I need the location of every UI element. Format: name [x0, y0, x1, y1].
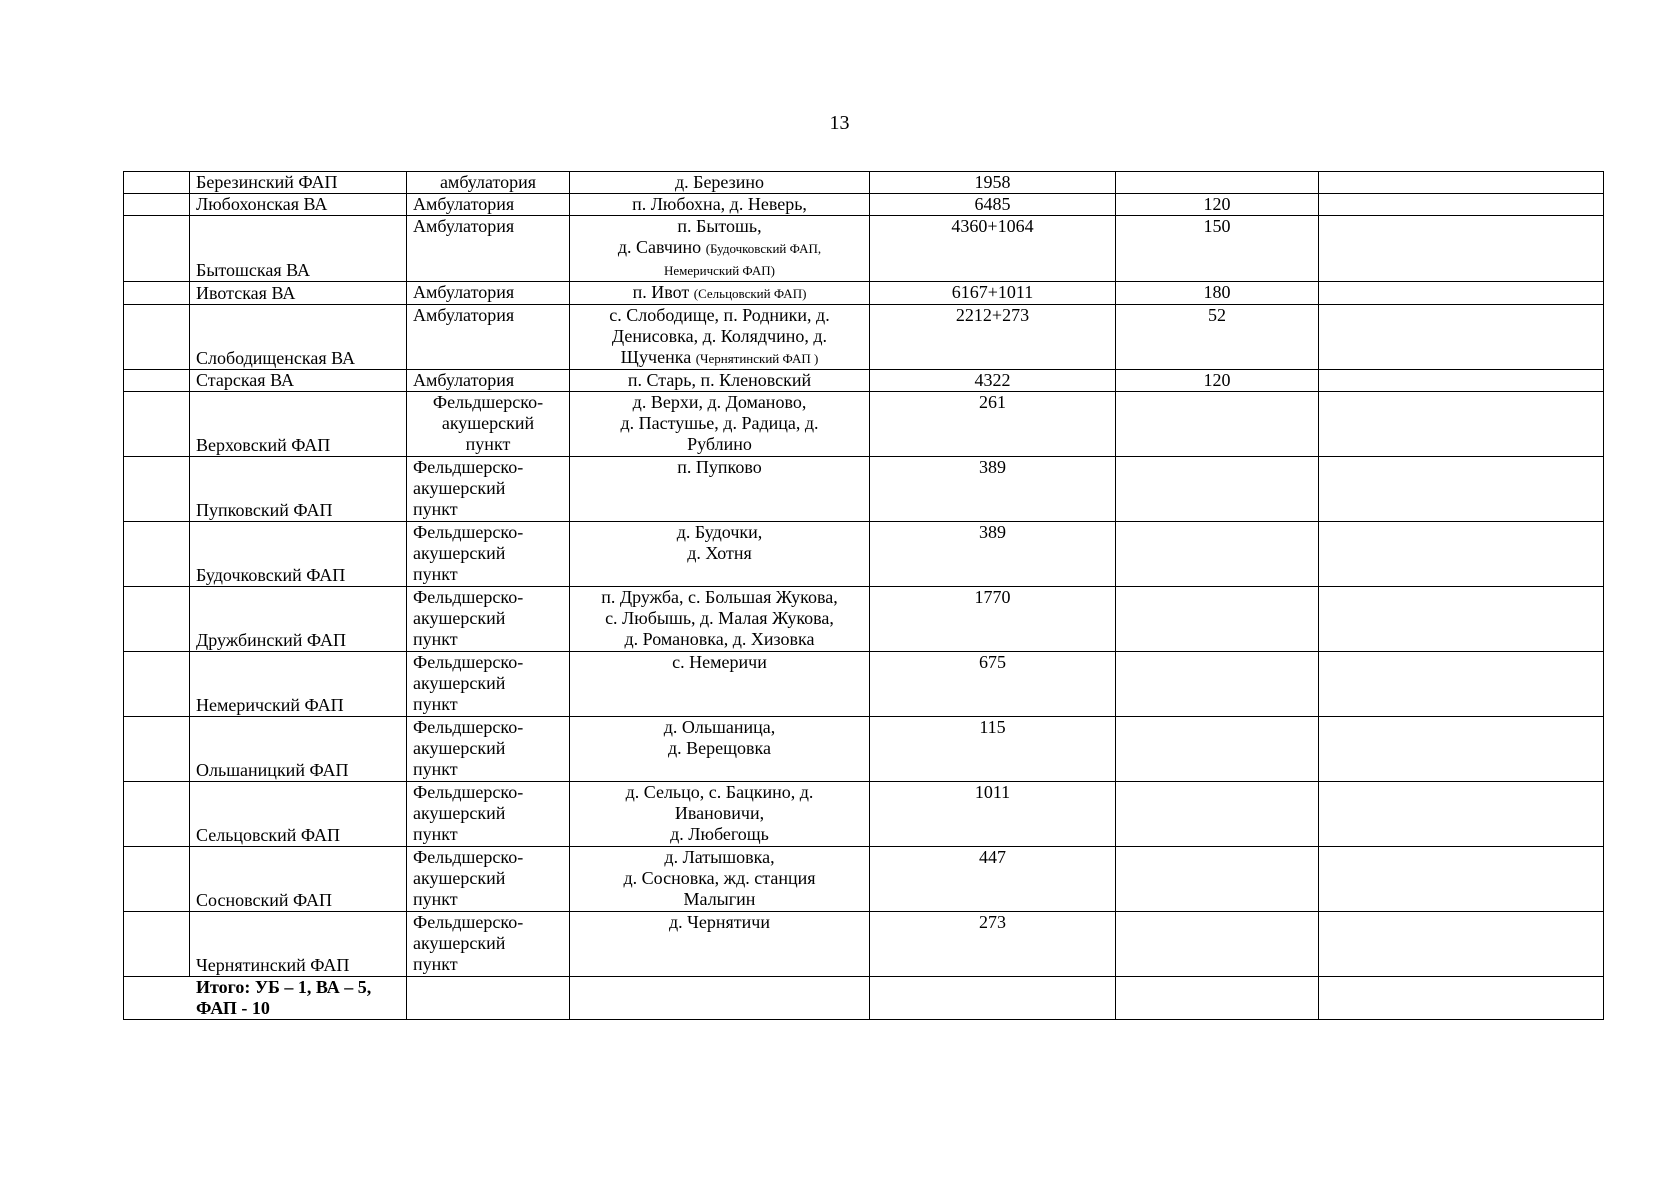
- settlements-text: д. Сельцо, с. Бацкино, д. Ивановичи, д. Любегощь: [625, 782, 814, 844]
- table-row: [124, 717, 1604, 782]
- facility-name-cell: Сосновский ФАП: [190, 847, 407, 912]
- served-settlements-cell: [570, 717, 870, 782]
- served-settlements-cell: [570, 370, 870, 392]
- row-number-cell: [124, 587, 190, 652]
- empty-cell: [1116, 977, 1319, 1020]
- settlements-text: д. Будочки, д. Хотня: [676, 522, 763, 563]
- population-cell: 6167+1011: [870, 282, 1116, 305]
- empty-cell: [1319, 370, 1604, 392]
- facility-type-cell: Фельдшерско- акушерский пункт: [407, 717, 570, 782]
- settlements-text: д. Латышовка, д. Сосновка, жд. станция Малыгин: [623, 847, 816, 909]
- facility-name-cell: Березинский ФАП: [190, 172, 407, 194]
- empty-cell: [1319, 457, 1604, 522]
- facility-name-cell: Дружбинский ФАП: [190, 587, 407, 652]
- served-settlements-cell: [570, 912, 870, 977]
- facility-type-cell: Амбулатория: [407, 216, 570, 282]
- served-settlements-cell: [570, 457, 870, 522]
- table-row: [124, 457, 1604, 522]
- row-number-cell: [124, 172, 190, 194]
- row-number-cell: [124, 457, 190, 522]
- table-row: [124, 370, 1604, 392]
- population-cell: 6485: [870, 194, 1116, 216]
- served-settlements-cell: [570, 194, 870, 216]
- capacity-cell: [1116, 172, 1319, 194]
- facility-name-cell: Сельцовский ФАП: [190, 782, 407, 847]
- facility-type-cell: амбулатория: [407, 172, 570, 194]
- facility-name-cell: Любохонская ВА: [190, 194, 407, 216]
- empty-cell: [1319, 172, 1604, 194]
- empty-cell: [1319, 305, 1604, 370]
- capacity-cell: 180: [1116, 282, 1319, 305]
- facility-type-cell: Амбулатория: [407, 370, 570, 392]
- served-settlements-cell: [570, 652, 870, 717]
- table-row: [124, 847, 1604, 912]
- capacity-cell: [1116, 392, 1319, 457]
- facility-type-cell: Амбулатория: [407, 194, 570, 216]
- settlements-text: п. Пупково: [677, 457, 762, 477]
- attached-fap-note: (Сельцовский ФАП): [693, 286, 807, 301]
- attached-fap-note: (Будочковский ФАП, Немеричский ФАП): [664, 241, 822, 278]
- row-number-cell: [124, 652, 190, 717]
- row-number-cell: [124, 305, 190, 370]
- population-cell: 389: [870, 457, 1116, 522]
- settlements-text: с. Слободище, п. Родники, д. Денисовка, д. Колядчино, д. Щученка: [609, 305, 830, 367]
- empty-cell: [407, 977, 570, 1020]
- served-settlements-cell: [570, 522, 870, 587]
- table-row: [124, 522, 1604, 587]
- population-cell: 4322: [870, 370, 1116, 392]
- row-number-cell: [124, 370, 190, 392]
- population-cell: 261: [870, 392, 1116, 457]
- empty-cell: [1319, 977, 1604, 1020]
- settlements-text: д. Верхи, д. Доманово, д. Пастушье, д. Радица, д. Рублино: [620, 392, 819, 454]
- capacity-cell: [1116, 522, 1319, 587]
- facility-name-cell: Бытошская ВА: [190, 216, 407, 282]
- settlements-text: п. Любохна, д. Неверь,: [632, 194, 807, 214]
- empty-cell: [1319, 847, 1604, 912]
- population-cell: 4360+1064: [870, 216, 1116, 282]
- row-number-cell: [124, 522, 190, 587]
- facility-type-cell: Амбулатория: [407, 305, 570, 370]
- capacity-cell: [1116, 717, 1319, 782]
- facility-name-cell: Ольшаницкий ФАП: [190, 717, 407, 782]
- row-number-cell: [124, 782, 190, 847]
- capacity-cell: [1116, 912, 1319, 977]
- served-settlements-cell: [570, 587, 870, 652]
- population-cell: 389: [870, 522, 1116, 587]
- settlements-text: п. Дружба, с. Большая Жукова, с. Любышь, д. Малая Жукова, д. Романовка, д. Хизовка: [601, 587, 838, 649]
- population-cell: 1011: [870, 782, 1116, 847]
- empty-cell: [1319, 216, 1604, 282]
- empty-cell: [1319, 912, 1604, 977]
- capacity-cell: [1116, 782, 1319, 847]
- settlements-text: с. Немеричи: [672, 652, 767, 672]
- table-row: [124, 652, 1604, 717]
- table-row: [124, 194, 1604, 216]
- empty-cell: [1319, 392, 1604, 457]
- facility-type-cell: Фельдшерско- акушерский пункт: [407, 392, 570, 457]
- attached-fap-note: (Чернятинский ФАП ): [695, 351, 819, 366]
- settlements-text: п. Бытошь, д. Савчино: [617, 216, 762, 257]
- empty-cell: [570, 977, 870, 1020]
- table-row: [124, 392, 1604, 457]
- settlements-text: д. Ольшаница, д. Верещовка: [663, 717, 776, 758]
- facility-name-cell: Слободищенская ВА: [190, 305, 407, 370]
- served-settlements-cell: [570, 782, 870, 847]
- capacity-cell: 52: [1116, 305, 1319, 370]
- settlements-text: д. Чернятичи: [669, 912, 770, 932]
- empty-cell: [1319, 587, 1604, 652]
- row-number-cell: [124, 847, 190, 912]
- settlements-text: д. Березино: [674, 172, 765, 192]
- facility-type-cell: Фельдшерско- акушерский пункт: [407, 522, 570, 587]
- table-row: [124, 587, 1604, 652]
- capacity-cell: [1116, 457, 1319, 522]
- row-number-cell: [124, 194, 190, 216]
- population-cell: 675: [870, 652, 1116, 717]
- table-row: [124, 216, 1604, 282]
- served-settlements-cell: [570, 847, 870, 912]
- empty-cell: [1319, 717, 1604, 782]
- empty-cell: [1319, 194, 1604, 216]
- empty-cell: [1319, 522, 1604, 587]
- table-row: [124, 912, 1604, 977]
- table-row: [124, 282, 1604, 305]
- facility-name-cell: Чернятинский ФАП: [190, 912, 407, 977]
- row-number-cell: [124, 717, 190, 782]
- row-number-cell: [124, 216, 190, 282]
- facility-name-cell: Старская ВА: [190, 370, 407, 392]
- population-cell: 1958: [870, 172, 1116, 194]
- page-number: 13: [829, 112, 850, 134]
- facility-name-cell: Немеричский ФАП: [190, 652, 407, 717]
- facilities-table: [123, 171, 1604, 1020]
- facility-type-cell: Фельдшерско- акушерский пункт: [407, 847, 570, 912]
- capacity-cell: [1116, 587, 1319, 652]
- served-settlements-cell: [570, 172, 870, 194]
- served-settlements-cell: [570, 305, 870, 370]
- row-number-cell: [124, 912, 190, 977]
- settlements-text: п. Старь, п. Кленовский: [627, 370, 812, 390]
- settlements-text: п. Ивот: [632, 282, 690, 302]
- table-row: [124, 172, 1604, 194]
- facility-type-cell: Амбулатория: [407, 282, 570, 305]
- table-row: [124, 782, 1604, 847]
- facility-name-cell: Верховский ФАП: [190, 392, 407, 457]
- capacity-cell: 120: [1116, 194, 1319, 216]
- empty-cell: [1319, 282, 1604, 305]
- capacity-cell: [1116, 847, 1319, 912]
- population-cell: 273: [870, 912, 1116, 977]
- empty-cell: [1319, 652, 1604, 717]
- facility-type-cell: Фельдшерско- акушерский пункт: [407, 652, 570, 717]
- capacity-cell: 120: [1116, 370, 1319, 392]
- facility-name-cell: Ивотская ВА: [190, 282, 407, 305]
- facility-type-cell: Фельдшерско- акушерский пункт: [407, 912, 570, 977]
- table-row: [124, 305, 1604, 370]
- total-row: [124, 977, 1604, 1020]
- population-cell: 115: [870, 717, 1116, 782]
- facility-type-cell: Фельдшерско- акушерский пункт: [407, 587, 570, 652]
- row-number-cell: [124, 282, 190, 305]
- facility-type-cell: Фельдшерско- акушерский пункт: [407, 782, 570, 847]
- population-cell: 1770: [870, 587, 1116, 652]
- served-settlements-cell: [570, 392, 870, 457]
- capacity-cell: [1116, 652, 1319, 717]
- row-number-cell: [124, 392, 190, 457]
- capacity-cell: 150: [1116, 216, 1319, 282]
- facility-name-cell: Будочковский ФАП: [190, 522, 407, 587]
- empty-cell: [870, 977, 1116, 1020]
- facility-type-cell: Фельдшерско- акушерский пункт: [407, 457, 570, 522]
- empty-cell: [1319, 782, 1604, 847]
- total-label: Итого: УБ – 1, ВА – 5, ФАП - 10: [124, 977, 407, 1020]
- served-settlements-cell: [570, 282, 870, 305]
- population-cell: 447: [870, 847, 1116, 912]
- population-cell: 2212+273: [870, 305, 1116, 370]
- served-settlements-cell: [570, 216, 870, 282]
- facility-name-cell: Пупковский ФАП: [190, 457, 407, 522]
